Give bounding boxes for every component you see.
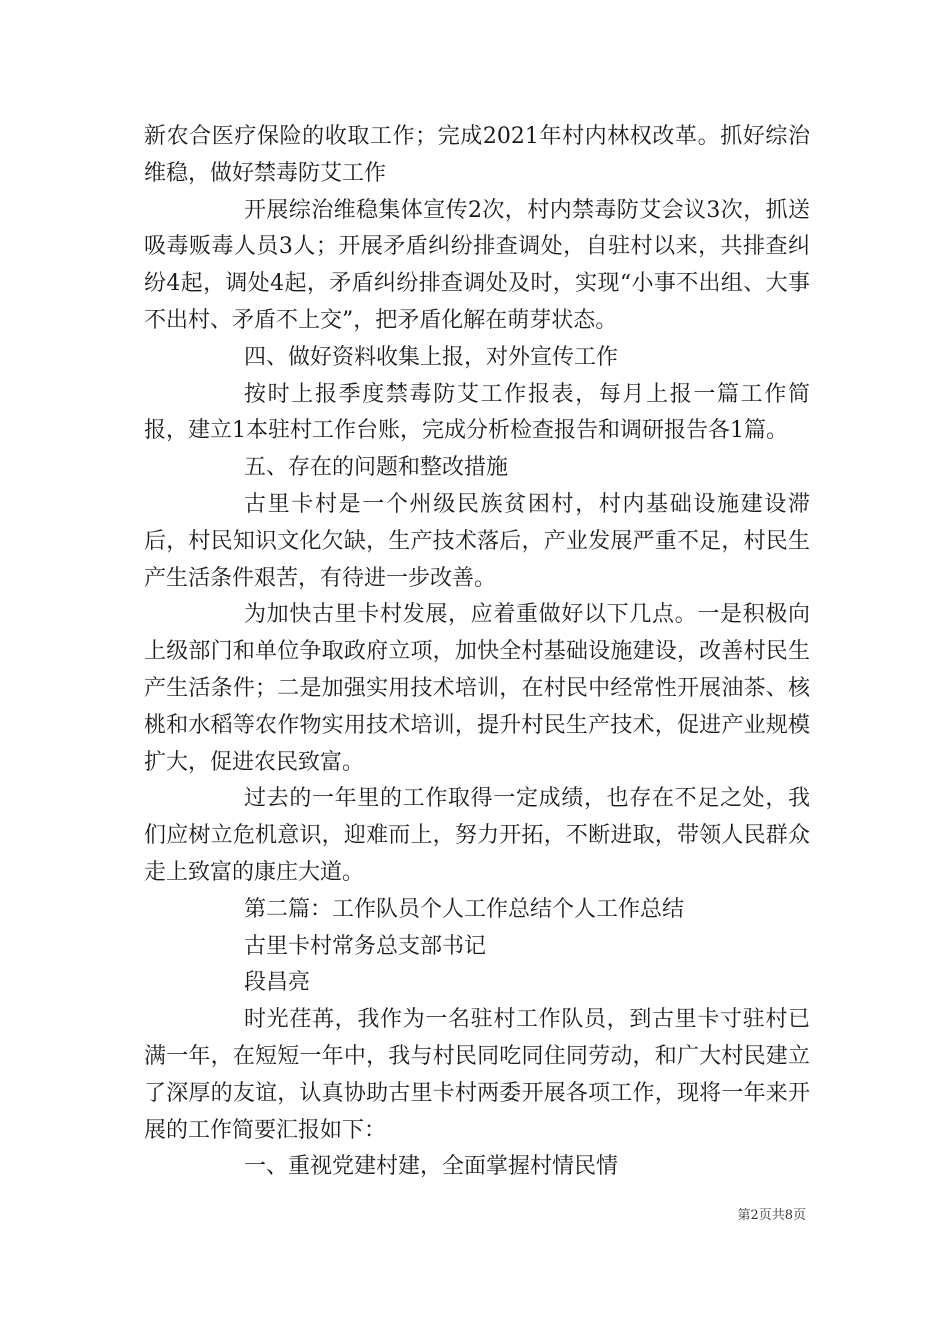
section-heading: 四、做好资料收集上报，对外宣传工作 (244, 344, 619, 370)
page-number-footer: 第2页共8页 (737, 1208, 806, 1223)
paragraph: 按时上报季度禁毒防艾工作报表，每月上报一篇工作简报，建立1本驻村工作台账，完成分析检查报告和调研报告各1篇。 (144, 381, 810, 444)
author-name: 段昌亮 (244, 970, 311, 996)
section-heading: 五、存在的问题和整改措施 (244, 455, 509, 481)
paragraph: 过去的一年里的工作取得一定成绩，也存在不足之处，我们应树立危机意识，迎难而上，努力开拓，不断进取，带领人民群众走上致富的康庄大道。 (144, 786, 810, 885)
section-heading: 一、重视党建村建，全面掌握村情民情 (244, 1154, 619, 1180)
paragraph: 古里卡村是一个州级民族贫困村，村内基础设施建设滞后，村民知识文化欠缺，生产技术落后，产业发展严重不足，村民生产生活条件艰苦，有待进一步改善。 (144, 491, 810, 591)
paragraph: 为加快古里卡村发展，应着重做好以下几点。一是积极向上级部门和单位争取政府立项，加快全村基础设施建设，改善村民生产生活条件；二是加强实用技术培训，在村民中经常性开展油茶、核桃和水稻等农作物实用技术培训，提升村民生产技术，促进产业规模扩大，促进农民致富。 (144, 602, 810, 775)
article-title: 第二篇：工作队员个人工作总结个人工作总结 (244, 896, 685, 922)
paragraph: 开展综治维稳集体宣传2次，村内禁毒防艾会议3次，抓送吸毒贩毒人员3人；开展矛盾纠纷排查调处，自驻村以来，共排查纠纷4起，调处4起，矛盾纠纷排查调处及时，实现“小事不出组、大事不出村、矛盾不上交”，把矛盾化解在萌芽状态。 (144, 197, 810, 333)
author-position: 古里卡村常务总支部书记 (244, 933, 487, 959)
paragraph: 新农合医疗保险的收取工作；完成2021年村内林权改革。抓好综治维稳，做好禁毒防艾工作 (144, 124, 810, 186)
document-body (144, 119, 810, 1186)
paragraph: 时光荏苒，我作为一名驻村工作队员，到古里卡寸驻村已满一年，在短短一年中，我与村民同吃同住同劳动，和广大村民建立了深厚的友谊，认真协助古里卡村两委开展各项工作，现将一年来开展的工作简要汇报如下： (144, 1007, 810, 1143)
